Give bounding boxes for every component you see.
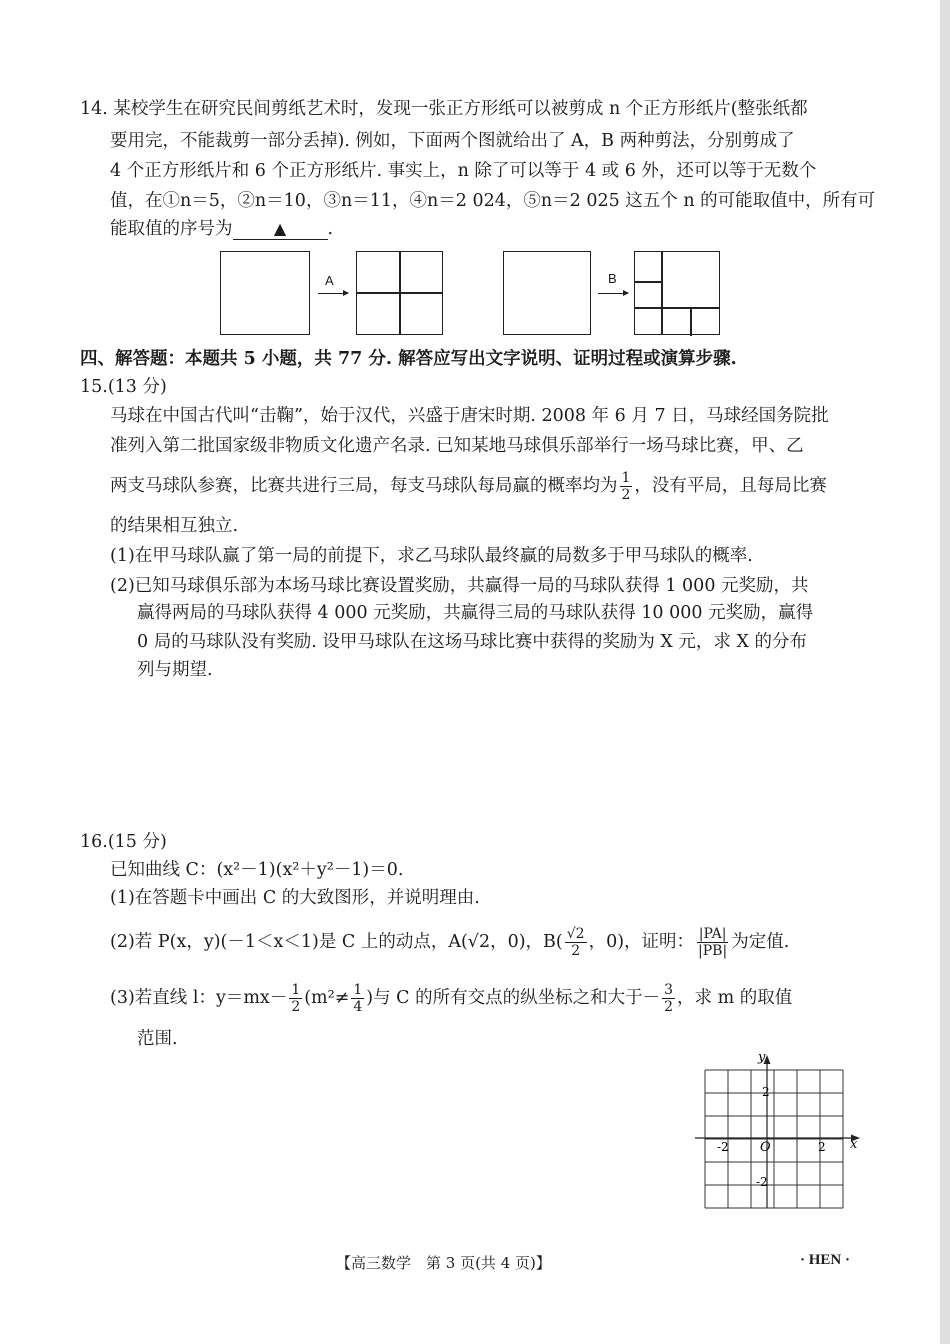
label-a: A xyxy=(325,273,334,288)
fraction: $\frac{1}{4}$ xyxy=(353,982,363,1015)
q15-heading: 15.(13 分) xyxy=(80,377,167,397)
cut-line xyxy=(690,307,692,336)
q15-sub-2-line-2: 赢得两局的马球队获得 4 000 元奖励，共赢得三局的马球队获得 10 000 元奖励，赢得 xyxy=(137,603,814,623)
q14-line-1: 14. 某校学生在研究民间剪纸艺术时，发现一张正方形纸可以被剪成 n 个正方形纸片(整张纸都 xyxy=(80,99,808,119)
q15-sub-2-line-4: 列与期望. xyxy=(137,660,213,680)
q15-sub-2-line-1: (2)已知马球俱乐部为本场马球比赛设置奖励，共赢得一局的马球队获得 1 000 元奖励，共 xyxy=(110,576,809,596)
q14-line-3: 4 个正方形纸片和 6 个正方形纸片. 事实上，n 除了可以等于 4 或 6 外，还可以等于无数个 xyxy=(110,161,817,181)
q14-answer-prompt: 能取值的序号为 xyxy=(110,219,233,239)
label-b: B xyxy=(608,271,617,286)
tick-label: 2 xyxy=(818,1140,826,1154)
q15-line-3: 两支马球队参赛，比赛共进行三局，每支马球队每局赢的概率均为 $\frac{1}{2}$ ，没有平局，且每局比赛 xyxy=(110,470,827,503)
q14-line-5 xyxy=(110,216,333,242)
q15-sub-1: (1)在甲马球队赢了第一局的前提下，求乙马球队最终赢的局数多于甲马球队的概率. xyxy=(110,546,753,566)
fraction: $\frac{√2}{2}$ xyxy=(566,926,585,959)
cut-line xyxy=(357,292,442,294)
cut-square-b xyxy=(634,251,720,335)
q14-line-4: 值，在①n＝5，②n＝10，③n＝11，④n＝2 024，⑤n＝2 025 这五个 n 的可能取值中，所有可 xyxy=(110,191,876,211)
fraction: $\frac{3}{2}$ xyxy=(664,982,674,1015)
q14-period: . xyxy=(327,219,334,239)
q16-curve: 已知曲线 C：(x²－1)(x²＋y²－1)＝0. xyxy=(110,860,404,880)
q14-line-2: 要用完，不能裁剪一部分丢掉). 例如，下面两个图就给出了 A，B 两种剪法，分别剪成了 xyxy=(110,131,795,151)
footer-page-info: 【高三数学 第 3 页(共 4 页)】 xyxy=(336,1254,551,1272)
tick-label: -2 xyxy=(717,1140,729,1154)
footer-code: · HEN · xyxy=(800,1252,851,1268)
cut-square-a xyxy=(356,251,443,335)
ratio-fraction: $\frac{|PA|}{|PB|}$ xyxy=(698,926,728,959)
scan-edge xyxy=(940,0,950,1344)
tick-label: 2 xyxy=(762,1085,770,1099)
origin-label: O xyxy=(760,1140,771,1155)
x-axis-label: x xyxy=(850,1137,858,1152)
cut-line xyxy=(635,281,662,283)
q16-sub-2: (2)若 P(x，y)(－1＜x＜1)是 C 上的动点，A(√2，0)，B( $\frac{√2}{2}$ ，0)，证明： $\frac{|PA|}{|PB|}$ 为定值. xyxy=(110,926,790,959)
q16-sub-3: (3)若直线 l：y＝mx－ $\frac{1}{2}$ (m²≠ $\frac{1}{4}$ )与 C 的所有交点的纵坐标之和大于－ $\frac{3}{2}$ ，求 m 的取值 xyxy=(110,982,793,1015)
answer-blank: ▲ xyxy=(233,219,328,240)
tick-label: -2 xyxy=(756,1175,768,1189)
original-square-b xyxy=(503,251,591,335)
original-square-a xyxy=(220,251,310,335)
fraction: $\frac{1}{2}$ xyxy=(621,470,631,503)
q16-heading: 16.(15 分) xyxy=(80,832,167,852)
q15-sub-2-line-3: 0 局的马球队没有奖励. 设甲马球队在这场马球比赛中获得的奖励为 X 元，求 X 的分布 xyxy=(137,632,807,652)
arrow-b-icon xyxy=(598,293,628,294)
section-heading: 四、解答题：本题共 5 小题，共 77 分. 解答应写出文字说明、证明过程或演算步骤. xyxy=(80,349,737,369)
cut-line xyxy=(661,252,663,334)
q16-sub-3-line-2: 范围. xyxy=(137,1029,178,1049)
arrow-a-icon xyxy=(318,293,348,294)
q15-line-4: 的结果相互独立. xyxy=(110,516,239,536)
q15-line-2: 准列入第二批国家级非物质文化遗产名录. 已知某地马球俱乐部举行一场马球比赛，甲、乙 xyxy=(110,436,804,456)
cut-line xyxy=(635,307,719,309)
coordinate-grid xyxy=(690,1050,865,1210)
q16-sub-1: (1)在答题卡中画出 C 的大致图形，并说明理由. xyxy=(110,888,480,908)
fraction: $\frac{1}{2}$ xyxy=(291,982,301,1015)
q15-line-1: 马球在中国古代叫“击鞠”，始于汉代，兴盛于唐宋时期. 2008 年 6 月 7 日，马球经国务院批 xyxy=(110,406,829,426)
y-axis-label: y xyxy=(758,1050,766,1065)
